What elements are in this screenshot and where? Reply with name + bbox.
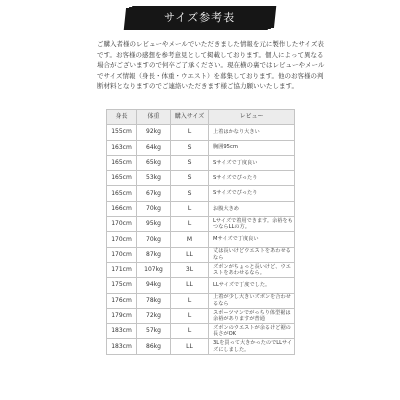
size-cell: L: [171, 201, 209, 216]
size-cell: S: [171, 171, 209, 186]
table-row: [107, 262, 295, 277]
weight-cell: 107kg: [137, 262, 171, 277]
table-row: [107, 171, 295, 186]
size-cell: L: [171, 324, 209, 339]
weight-cell: 57kg: [137, 324, 171, 339]
review-cell: 3Lを買って大きかったのでLLサイズにしました。: [209, 339, 295, 354]
review-cell: 上着が少し大きいズボンを合わせるなら: [209, 293, 295, 308]
height-cell: 176cm: [107, 293, 137, 308]
table-row: [107, 324, 295, 339]
size-table-body: [107, 125, 295, 354]
review-cell: 上着はかなり大きい: [209, 125, 295, 140]
weight-cell: 86kg: [137, 339, 171, 354]
height-cell: 175cm: [107, 278, 137, 293]
review-cell: お腹大きめ: [209, 201, 295, 216]
size-chart-title-banner: [127, 7, 273, 29]
review-cell: Sサイズでぴったり: [209, 186, 295, 201]
review-cell: Mサイズで丁度良い: [209, 232, 295, 247]
size-reference-table: [106, 109, 295, 355]
header-review: レビュー: [209, 110, 295, 125]
height-cell: 171cm: [107, 262, 137, 277]
weight-cell: 70kg: [137, 201, 171, 216]
weight-cell: 78kg: [137, 293, 171, 308]
table-row: [107, 232, 295, 247]
header-weight: 体重: [137, 110, 171, 125]
table-row: [107, 308, 295, 323]
size-table-header: [107, 110, 295, 125]
table-row: [107, 278, 295, 293]
weight-cell: 64kg: [137, 140, 171, 155]
size-cell: L: [171, 125, 209, 140]
size-cell: LL: [171, 278, 209, 293]
intro-paragraph: ご購入者様のレビューやメールでいただきました情報を元に製作したサイズ表です。お客様の感想を参考意見として掲載しております。個人によって異なる場合がございますので何卒ご了承ください。現在横の裏ではレビューやメールでサイズ情報（身長・体重・ウエスト）を募集しております。他のお客様の判断材料となりますのでご連絡いただきます様ご協力願いいたします。: [97, 40, 325, 90]
size-cell: S: [171, 155, 209, 170]
review-cell: ズボンのウエストが余るけど裾の長さがOK: [209, 324, 295, 339]
table-row: [107, 201, 295, 216]
height-cell: 170cm: [107, 232, 137, 247]
size-cell: L: [171, 293, 209, 308]
header-row: [107, 110, 295, 125]
height-cell: 165cm: [107, 155, 137, 170]
table-row: [107, 140, 295, 155]
height-cell: 170cm: [107, 247, 137, 262]
table-row: [107, 339, 295, 354]
height-cell: 163cm: [107, 140, 137, 155]
weight-cell: 92kg: [137, 125, 171, 140]
weight-cell: 70kg: [137, 232, 171, 247]
review-cell: LLサイズで丁度でした。: [209, 278, 295, 293]
table-row: [107, 125, 295, 140]
weight-cell: 53kg: [137, 171, 171, 186]
height-cell: 179cm: [107, 308, 137, 323]
table-row: [107, 155, 295, 170]
review-cell: 丈は長いけどウエストをあわせるなら: [209, 247, 295, 262]
weight-cell: 94kg: [137, 278, 171, 293]
size-cell: LL: [171, 339, 209, 354]
size-chart-title: サイズ参考表: [164, 11, 236, 24]
height-cell: 170cm: [107, 217, 137, 232]
header-height: 身長: [107, 110, 137, 125]
review-cell: ズボンがちょっと長いけど、ウエストをあわせるなら。: [209, 262, 295, 277]
review-cell: Lサイズで着用できます。余裕をもつならLLの方。: [209, 217, 295, 232]
size-cell: S: [171, 140, 209, 155]
weight-cell: 67kg: [137, 186, 171, 201]
height-cell: 165cm: [107, 171, 137, 186]
height-cell: 165cm: [107, 186, 137, 201]
size-cell: L: [171, 308, 209, 323]
table-row: [107, 186, 295, 201]
review-cell: Sサイズで丁度良い: [209, 155, 295, 170]
size-cell: LL: [171, 247, 209, 262]
table-row: [107, 247, 295, 262]
size-cell: M: [171, 232, 209, 247]
size-cell: 3L: [171, 262, 209, 277]
review-cell: スポーツマンでがっちり体型裾は余裕がありますが普通: [209, 308, 295, 323]
height-cell: 166cm: [107, 201, 137, 216]
table-row: [107, 217, 295, 232]
height-cell: 183cm: [107, 339, 137, 354]
height-cell: 155cm: [107, 125, 137, 140]
size-cell: L: [171, 217, 209, 232]
weight-cell: 72kg: [137, 308, 171, 323]
header-purchased-size: 購入サイズ: [171, 110, 209, 125]
review-cell: 胸囲95cm: [209, 140, 295, 155]
height-cell: 183cm: [107, 324, 137, 339]
weight-cell: 95kg: [137, 217, 171, 232]
table-row: [107, 293, 295, 308]
size-cell: S: [171, 186, 209, 201]
weight-cell: 87kg: [137, 247, 171, 262]
weight-cell: 65kg: [137, 155, 171, 170]
review-cell: Sサイズでぴったり: [209, 171, 295, 186]
